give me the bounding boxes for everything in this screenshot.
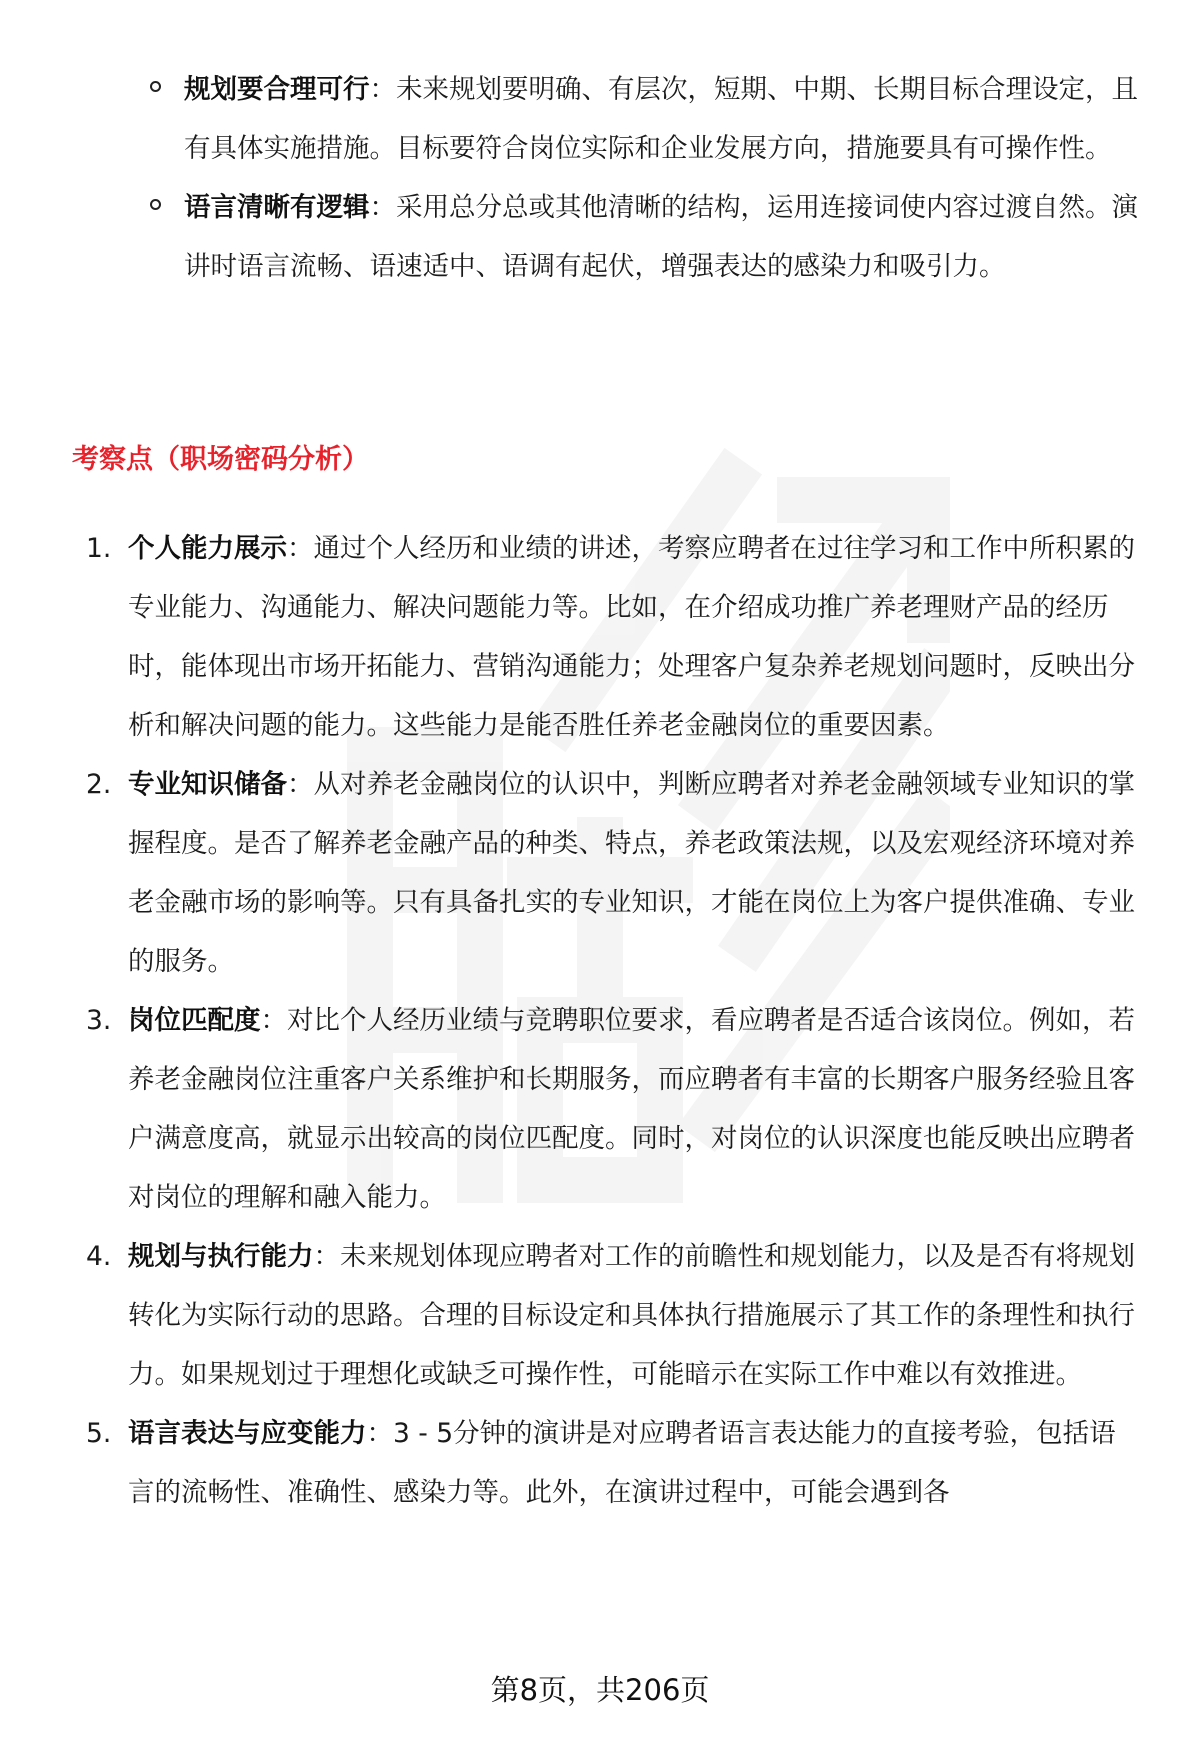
list-item (72, 1227, 1140, 1404)
section-heading: 考察点（职场密码分析） (72, 444, 369, 475)
list-number: 1. (86, 533, 112, 564)
requirement-bullet-list (150, 60, 1140, 296)
bullet-item-language-logic (150, 178, 1140, 296)
list-number: 4. (86, 1241, 112, 1272)
page-number-footer: 第8页，共206页 (490, 1673, 710, 1707)
bullet-term: 语言清晰有逻辑 (184, 192, 370, 223)
point-term: 专业知识储备 (128, 769, 287, 800)
point-term: 岗位匹配度 (128, 1005, 261, 1036)
bullet-text: ：未来规划要明确、有层次，短期、中期、长期目标合理设定，且有具体实施措施。目标要符合岗位实际和企业发展方向，措施要具有可操作性。 (184, 74, 1138, 164)
bullet-term: 规划要合理可行 (184, 74, 370, 105)
list-item (72, 519, 1140, 755)
point-term: 个人能力展示 (128, 533, 287, 564)
point-term: 语言表达与应变能力 (128, 1418, 367, 1449)
bullet-item-plan-feasible (150, 60, 1140, 178)
hollow-circle-bullet-icon (150, 199, 161, 210)
point-term: 规划与执行能力 (128, 1241, 314, 1272)
list-item (72, 1404, 1140, 1522)
list-item (72, 755, 1140, 991)
point-text: ：通过个人经历和业绩的讲述，考察应聘者在过往学习和工作中所积累的专业能力、沟通能力、解决问题能力等。比如，在介绍成功推广养老理财产品的经历时，能体现出市场开拓能力、营销沟通能力；处理客户复杂养老规划问题时，反映出分析和解决问题的能力。这些能力是能否胜任养老金融岗位的重要因素。 (128, 533, 1135, 741)
point-text: ：对比个人经历业绩与竞聘职位要求，看应聘者是否适合该岗位。例如，若养老金融岗位注重客户关系维护和长期服务，而应聘者有丰富的长期客户服务经验且客户满意度高，就显示出较高的岗位匹配度。同时，对岗位的认识深度也能反映出应聘者对岗位的理解和融入能力。 (128, 1005, 1135, 1213)
list-item (72, 991, 1140, 1227)
point-text: ：未来规划体现应聘者对工作的前瞻性和规划能力，以及是否有将规划转化为实际行动的思路。合理的目标设定和具体执行措施展示了其工作的条理性和执行力。如果规划过于理想化或缺乏可操作性，可能暗示在实际工作中难以有效推进。 (128, 1241, 1135, 1390)
list-number: 5. (86, 1418, 112, 1449)
list-number: 3. (86, 1005, 112, 1036)
point-text: ：从对养老金融岗位的认识中，判断应聘者对养老金融领域专业知识的掌握程度。是否了解养老金融产品的种类、特点，养老政策法规，以及宏观经济环境对养老金融市场的影响等。只有具备扎实的专业知识，才能在岗位上为客户提供准确、专业的服务。 (128, 769, 1135, 977)
list-number: 2. (86, 769, 112, 800)
bullet-text: ：采用总分总或其他清晰的结构，运用连接词使内容过渡自然。演讲时语言流畅、语速适中、语调有起伏，增强表达的感染力和吸引力。 (184, 192, 1138, 282)
hollow-circle-bullet-icon (150, 81, 161, 92)
point-text: ：3 - 5分钟的演讲是对应聘者语言表达能力的直接考验，包括语言的流畅性、准确性、感染力等。此外，在演讲过程中，可能会遇到各 (128, 1418, 1116, 1508)
assessment-point-list (72, 519, 1140, 1522)
